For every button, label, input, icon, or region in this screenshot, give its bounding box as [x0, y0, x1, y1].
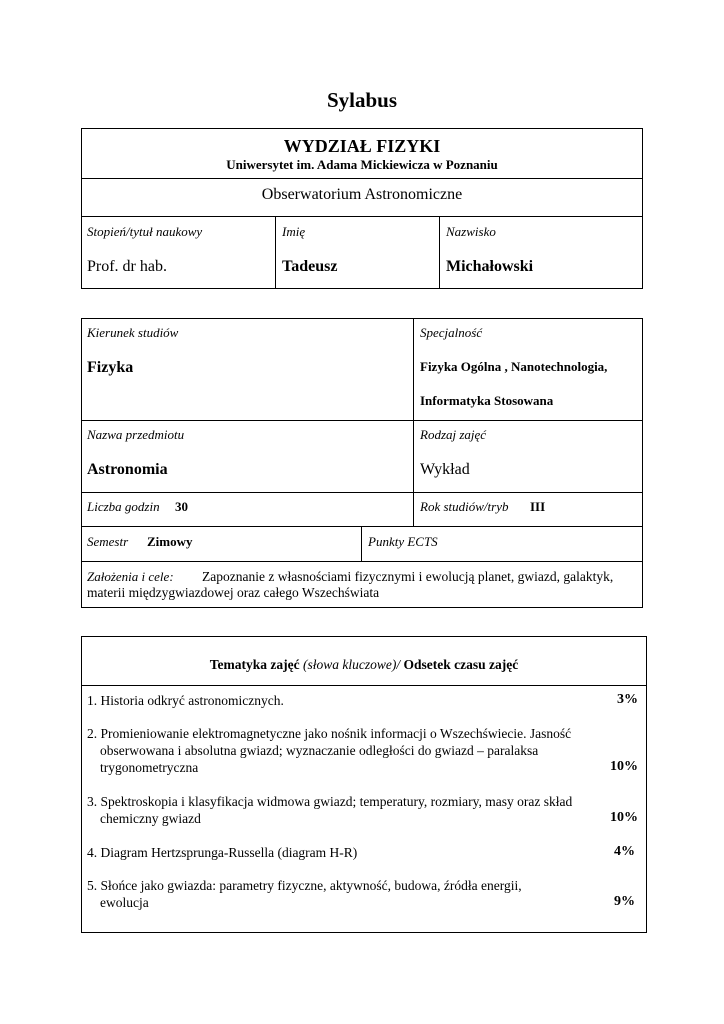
ects-label: Punkty ECTS: [368, 534, 438, 549]
topics-header: [81, 657, 647, 673]
degree-label: Stopień/tytuł naukowy: [87, 224, 203, 239]
topic-3-line1: 3. Spektroskopia i klasyfikacja widmowa gwiazd; temperatury, rozmiary, masy oraz skład: [87, 794, 573, 809]
topic-2-percent: 10%: [610, 759, 638, 774]
topic-item-2: [87, 725, 571, 776]
topics-header-keywords: (słowa kluczowe)/: [303, 657, 401, 672]
faculty-name: WYDZIAŁ FIZYKI: [283, 136, 441, 156]
subject-value: Astronomia: [87, 461, 168, 478]
topic-item-3: [87, 793, 572, 827]
topic-item-5: [87, 877, 522, 911]
first-name-label: Imię: [282, 224, 306, 239]
specialty-line2: Informatyka Stosowana: [420, 393, 554, 408]
class-type-value: Wykład: [420, 461, 470, 478]
topic-5-percent: 9%: [614, 894, 635, 909]
topic-2-line2: obserwowana i absolutna gwiazd; wyznaczanie odległości do gwiazd – paralaksa: [100, 743, 539, 758]
topic-5-line2: ewolucja: [100, 895, 149, 910]
last-name-value: Michałowski: [446, 258, 534, 275]
topics-header-title: Tematyka zajęć: [209, 657, 303, 672]
hours-label: Liczba godzin: [87, 499, 160, 514]
first-name-value: Tadeusz: [282, 258, 338, 275]
year-value: III: [530, 499, 546, 514]
topic-1-percent: 3%: [617, 692, 638, 707]
field-label: Kierunek studiów: [87, 325, 179, 340]
page-title: Sylabus: [326, 88, 398, 112]
year-label: Rok studiów/tryb: [420, 499, 509, 514]
topic-1-line1: 1. Historia odkryć astronomicznych.: [87, 693, 284, 708]
semester-label: Semestr: [87, 534, 129, 549]
hours-value: 30: [175, 499, 188, 514]
university-name: Uniwersytet im. Adama Mickiewicza w Poznaniu: [226, 157, 498, 172]
topic-4-line1: 4. Diagram Hertzsprunga-Russella (diagram H-R): [87, 845, 358, 860]
goals-line1: Zapoznanie z własnościami fizycznymi i ewolucją planet, gwiazd, galaktyk,: [202, 569, 614, 584]
class-type-label: Rodzaj zajęć: [420, 427, 487, 442]
specialty-label: Specjalność: [420, 325, 483, 340]
topic-item-1: [87, 692, 284, 709]
unit-name: Obserwatorium Astronomiczne: [261, 186, 463, 203]
topics-header-share: Odsetek czasu zajęć: [400, 657, 519, 672]
topic-2-line1: 2. Promieniowanie elektromagnetyczne jako nośnik informacji o Wszechświecie. Jasność: [87, 726, 572, 741]
goals-label: Założenia i cele:: [87, 569, 174, 584]
field-value: Fizyka: [87, 359, 134, 376]
goals-line2: materii międzygwiazdowej oraz całego Wszechświata: [87, 585, 380, 600]
topic-5-line1: 5. Słońce jako gwiazda: parametry fizyczne, aktywność, budowa, źródła energii,: [87, 878, 522, 893]
degree-value: Prof. dr hab.: [87, 258, 167, 275]
topic-4-percent: 4%: [614, 844, 635, 859]
specialty-line1: Fizyka Ogólna , Nanotechnologia,: [420, 359, 608, 374]
last-name-label: Nazwisko: [446, 224, 496, 239]
topic-item-4: [87, 844, 357, 861]
topic-3-percent: 10%: [610, 810, 638, 825]
topic-3-line2: chemiczny gwiazd: [100, 811, 201, 826]
semester-value: Zimowy: [147, 534, 193, 549]
topic-2-line3: trygonometryczna: [100, 760, 199, 775]
subject-label: Nazwa przedmiotu: [87, 427, 185, 442]
